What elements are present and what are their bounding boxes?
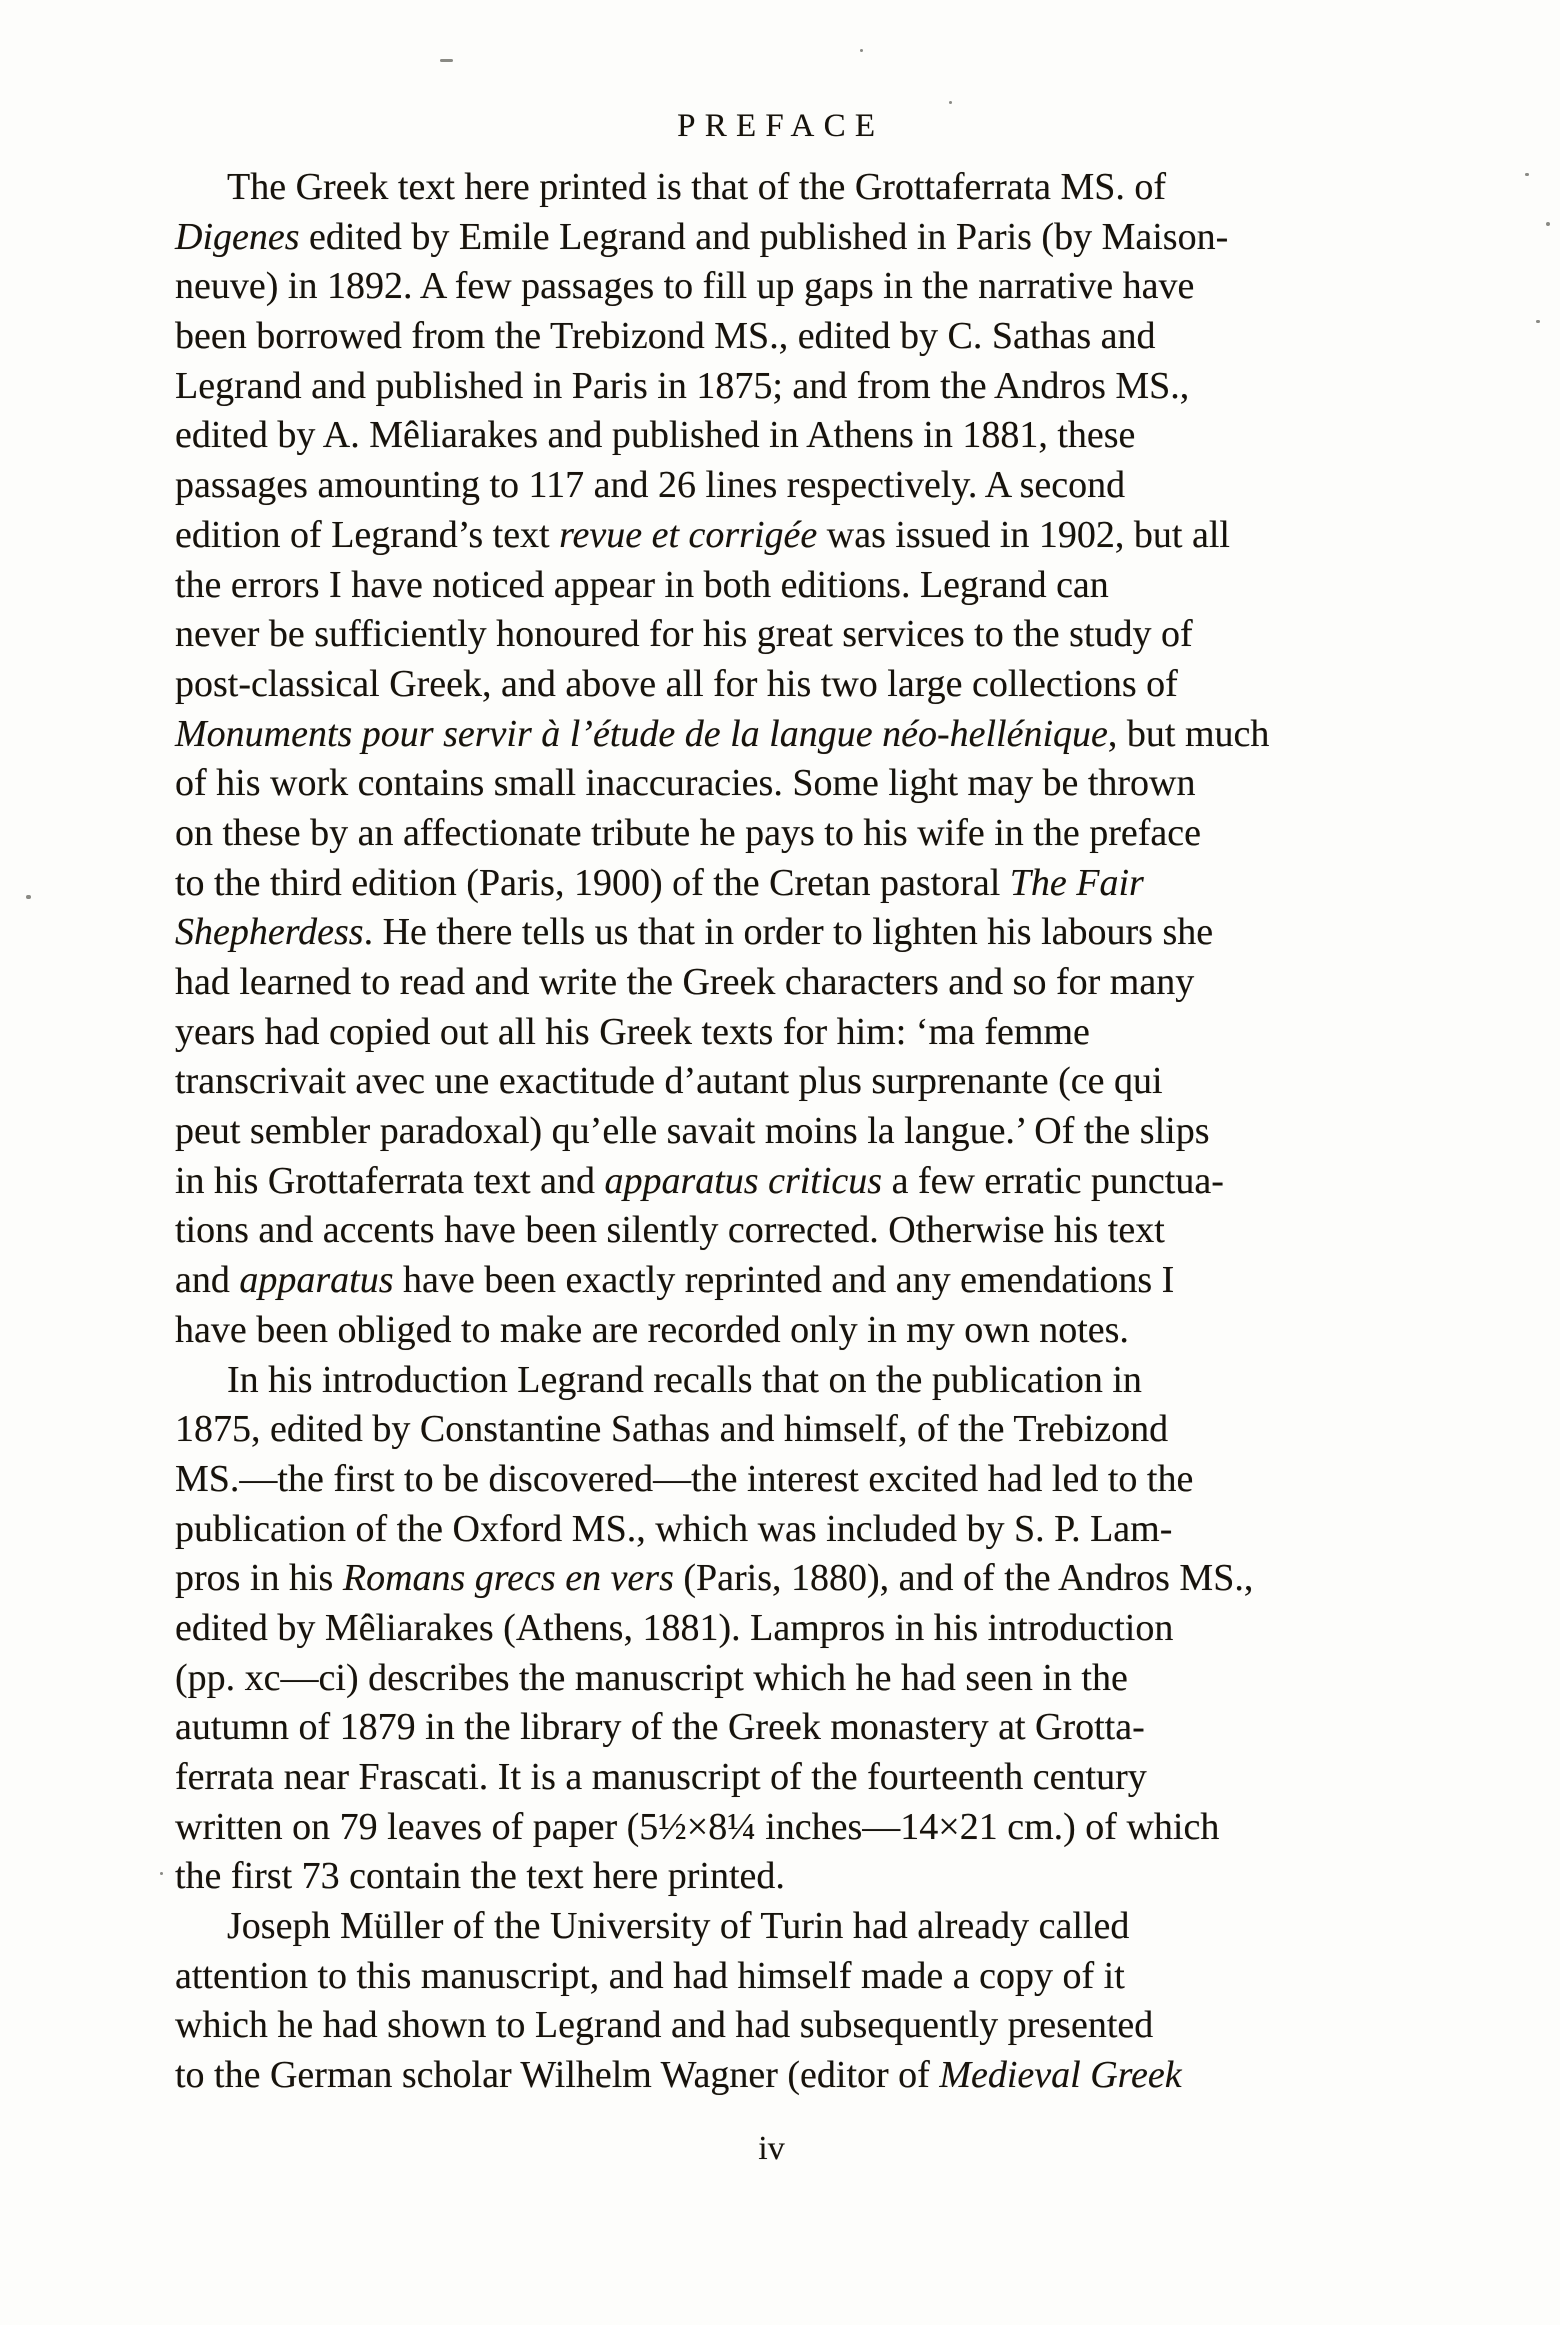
text-line: never be sufficiently honoured for his great services to the study of <box>175 613 1193 656</box>
text-line: tions and accents have been silently corrected. Otherwise his text <box>175 1209 1165 1252</box>
text-line: pros in his Romans grecs en vers (Paris, 1880), and of the Andros MS., <box>175 1557 1254 1600</box>
text-line: 1875, edited by Constantine Sathas and himself, of the Trebizond <box>175 1408 1169 1451</box>
text-line: edition of Legrand’s text revue et corrigée was issued in 1902, but all <box>175 513 1230 556</box>
italic-text: Romans grecs en vers <box>342 1557 674 1600</box>
text-line: transcrivait avec une exactitude d’autant plus surprenante (ce qui <box>175 1060 1163 1103</box>
italic-text: Monuments pour servir à l’étude de la langue néo-hellénique <box>175 712 1108 755</box>
text-line: in his Grottaferrata text and apparatus criticus a few erratic punctua- <box>175 1159 1224 1202</box>
text-line: ferrata near Frascati. It is a manuscript of the fourteenth century <box>175 1756 1147 1798</box>
text-line: written on 79 leaves of paper (5½×8¼ inches—14×21 cm.) of which <box>175 1805 1220 1848</box>
text-line: been borrowed from the Trebizond MS., edited by C. Sathas and <box>175 315 1156 358</box>
text-line: Monuments pour servir à l’étude de la langue néo-hellénique, but much <box>175 712 1270 755</box>
scan-speck <box>440 59 453 62</box>
italic-text: apparatus criticus <box>604 1159 883 1202</box>
text-line: Legrand and published in Paris in 1875; and from the Andros MS., <box>175 364 1190 407</box>
text-line: post-classical Greek, and above all for his two large collections of <box>175 662 1178 705</box>
text-line: The Greek text here printed is that of the Grottaferrata MS. of <box>227 166 1167 208</box>
text-line: Shepherdess. He there tells us that in order to lighten his labours she <box>175 911 1214 954</box>
preface-body <box>175 163 1368 2101</box>
italic-text: Medieval Greek <box>939 2054 1182 2097</box>
text-line: edited by A. Mêliarakes and published in Athens in 1881, these <box>175 414 1136 457</box>
text-line: passages amounting to 117 and 26 lines respectively. A second <box>175 464 1126 507</box>
text-line: (pp. xc—ci) describes the manuscript which he had seen in the <box>175 1656 1128 1699</box>
italic-text: Digenes <box>175 215 300 258</box>
scan-speck <box>860 49 863 52</box>
scan-speck <box>1536 320 1540 323</box>
page-number: iv <box>758 2130 785 2167</box>
text-line: autumn of 1879 in the library of the Greek monastery at Grotta- <box>175 1706 1145 1749</box>
italic-text: Shepherdess <box>175 911 364 954</box>
text-line: MS.—the first to be discovered—the interest excited had led to the <box>175 1457 1194 1500</box>
text-line: on these by an affectionate tribute he pays to his wife in the preface <box>175 811 1201 854</box>
scan-speck <box>160 1872 163 1875</box>
text-line: had learned to read and write the Greek characters and so for many <box>175 961 1195 1003</box>
text-line: to the third edition (Paris, 1900) of the Cretan pastoral The Fair <box>175 861 1144 904</box>
text-line: to the German scholar Wilhelm Wagner (editor of Medieval Greek <box>175 2054 1182 2097</box>
text-line: have been obliged to make are recorded only in my own notes. <box>175 1308 1129 1351</box>
text-line: of his work contains small inaccuracies. Some light may be thrown <box>175 762 1196 805</box>
scan-speck <box>1546 222 1550 226</box>
text-line: years had copied out all his Greek texts for him: ‘ma femme <box>175 1010 1090 1053</box>
text-line: attention to this manuscript, and had himself made a copy of it <box>175 1954 1125 1997</box>
text-line: peut sembler paradoxal) qu’elle savait moins la langue.’ Of the slips <box>175 1110 1210 1153</box>
text-line: the first 73 contain the text here printed. <box>175 1855 785 1898</box>
text-line: Joseph Müller of the University of Turin had already called <box>227 1905 1130 1948</box>
italic-text: The Fair <box>1009 861 1144 904</box>
italic-text: apparatus <box>239 1259 394 1302</box>
text-line: publication of the Oxford MS., which was included by S. P. Lam- <box>175 1507 1173 1550</box>
text-line: which he had shown to Legrand and had subsequently presented <box>175 2004 1154 2047</box>
text-line: the errors I have noticed appear in both editions. Legrand can <box>175 563 1109 606</box>
scan-speck <box>26 895 31 899</box>
italic-text: revue et corrigée <box>559 513 818 556</box>
text-line: neuve) in 1892. A few passages to fill up gaps in the narrative have <box>175 265 1195 308</box>
scan-speck <box>949 101 952 104</box>
page-title: PREFACE <box>677 108 885 144</box>
text-line: edited by Mêliarakes (Athens, 1881). Lampros in his introduction <box>175 1606 1174 1649</box>
text-line: and apparatus have been exactly reprinted and any emendations I <box>175 1259 1175 1302</box>
text-line: Digenes edited by Emile Legrand and published in Paris (by Maison- <box>175 215 1229 258</box>
text-line: In his introduction Legrand recalls that on the publication in <box>227 1358 1142 1401</box>
scan-speck <box>1525 173 1529 176</box>
